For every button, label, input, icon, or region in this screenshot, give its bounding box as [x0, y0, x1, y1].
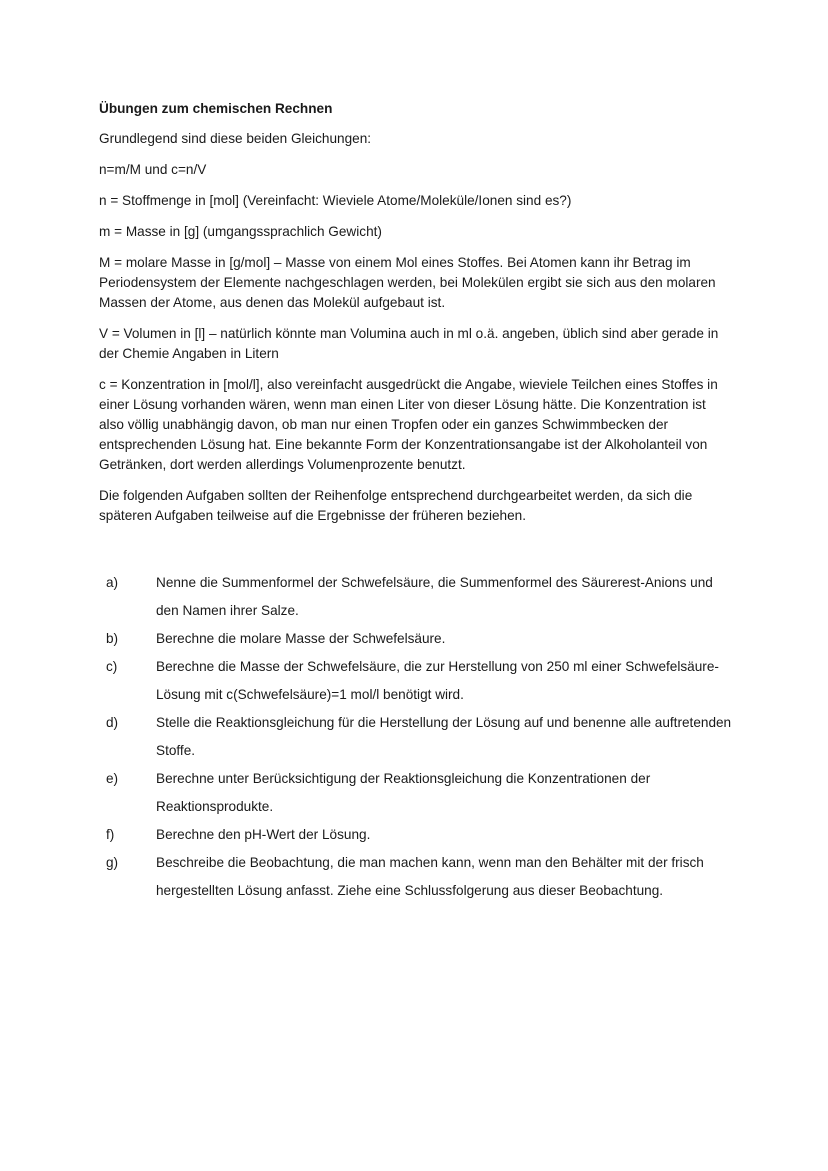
definition-concentration: c = Konzentration in [mol/l], also vereinfacht ausgedrückt die Angabe, wieviele Teilchen eines Stoffes in einer Lösung vorhanden wären, wenn man einen Liter von dieser Lösung hätte. Die Konzentration ist also völlig unabhängig davon, ob man nur einen Tropfen oder ein ganzes Schwimmbecken der entsprechenden Lösung hat. Eine bekannte Form der Konzentrationsangabe ist der Alkoholanteil von Getränken, dort werden allerdings Volumenprozente benutzt.	[99, 377, 718, 472]
formula-paragraph: n=m/M und c=n/V	[99, 162, 207, 177]
task-text: Beschreibe die Beobachtung, die man machen kann, wenn man den Behälter mit der frisch hergestellten Lösung anfasst. Ziehe eine Schlussfolgerung aus dieser Beobachtung.	[156, 855, 704, 898]
definition-n: n = Stoffmenge in [mol] (Vereinfacht: Wieviele Atome/Moleküle/Ionen sind es?)	[99, 193, 572, 208]
task-letter: b)	[106, 631, 119, 646]
task-item-e	[99, 765, 739, 821]
task-text: Berechne die molare Masse der Schwefelsäure.	[156, 631, 446, 646]
task-text: Berechne unter Berücksichtigung der Reaktionsgleichung die Konzentrationen der Reaktionsprodukte.	[156, 771, 651, 814]
task-letter: g)	[106, 855, 119, 870]
task-letter: d)	[106, 715, 119, 730]
task-text: Berechne den pH-Wert der Lösung.	[156, 827, 371, 842]
intro-paragraph: Grundlegend sind diese beiden Gleichungen:	[99, 131, 372, 146]
definition-volume: V = Volumen in [l] – natürlich könnte man Volumina auch in ml o.ä. angeben, üblich sind aber gerade in der Chemie Angaben in Litern	[99, 326, 719, 361]
definition-molar-mass: M = molare Masse in [g/mol] – Masse von einem Mol eines Stoffes. Bei Atomen kann ihr Betrag im Periodensystem der Elemente nachgeschlagen werden, bei Molekülen ergibt sie sich aus den molaren Massen der Atome, aus denen das Molekül aufgebaut ist.	[99, 255, 716, 310]
task-item-a	[99, 569, 739, 625]
document-title: Übungen zum chemischen Rechnen	[99, 101, 333, 116]
task-letter: f)	[106, 827, 115, 842]
task-letter: c)	[106, 659, 118, 674]
instructions-paragraph: Die folgenden Aufgaben sollten der Reihenfolge entsprechend durchgearbeitet werden, da sich die späteren Aufgaben teilweise auf die Ergebnisse der früheren beziehen.	[99, 488, 693, 523]
task-item-g	[99, 849, 739, 905]
task-item-c	[99, 653, 739, 709]
task-item-d	[99, 709, 739, 765]
definition-m: m = Masse in [g] (umgangssprachlich Gewicht)	[99, 224, 382, 239]
task-list	[99, 569, 739, 905]
document-body	[99, 99, 731, 537]
task-item-b	[99, 625, 739, 653]
task-text: Berechne die Masse der Schwefelsäure, die zur Herstellung von 250 ml einer Schwefelsäure-Lösung mit c(Schwefelsäure)=1 mol/l benötigt wird.	[156, 659, 719, 702]
task-letter: a)	[106, 575, 119, 590]
task-text: Nenne die Summenformel der Schwefelsäure, die Summenformel des Säurerest-Anions und den Namen ihrer Salze.	[156, 575, 713, 618]
task-letter: e)	[106, 771, 119, 786]
task-text: Stelle die Reaktionsgleichung für die Herstellung der Lösung auf und benenne alle auftretenden Stoffe.	[156, 715, 732, 758]
task-item-f	[99, 821, 739, 849]
